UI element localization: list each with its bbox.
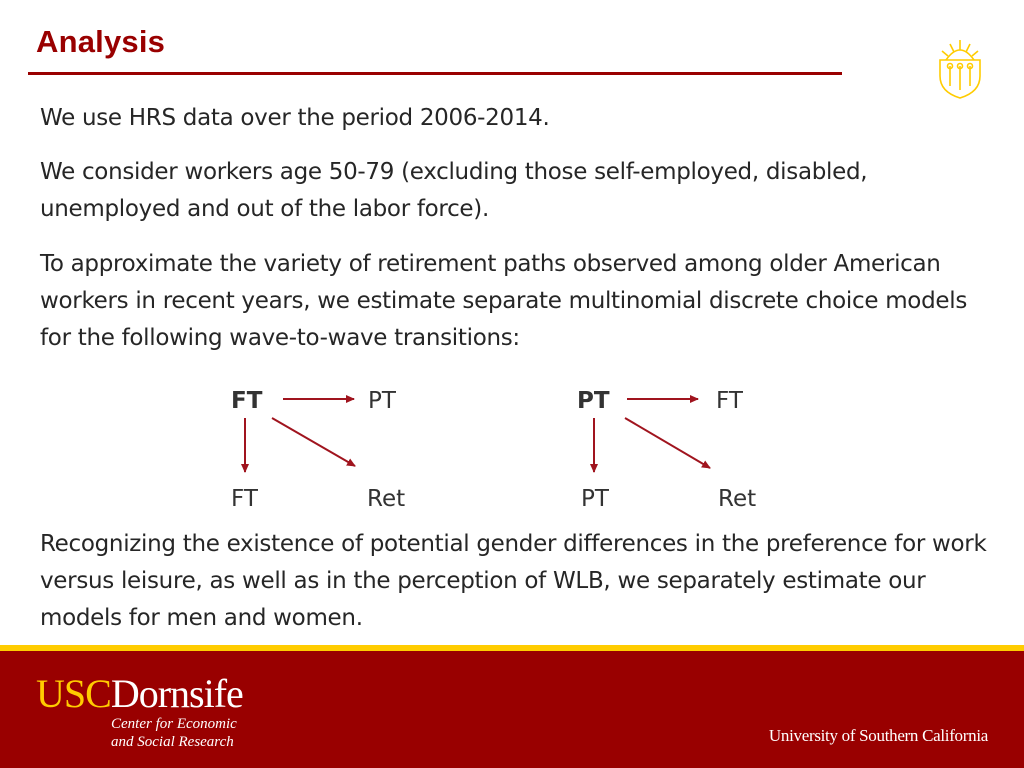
title-underline	[28, 72, 842, 75]
diagram2-diagonal-label: Ret	[718, 486, 757, 512]
diagram2-origin-label: PT	[577, 388, 610, 414]
slide-title: Analysis	[36, 24, 166, 59]
university-name: University of Southern California	[768, 726, 988, 745]
diagram1-diagonal-arrow	[272, 418, 355, 466]
diagram1-down-label: FT	[231, 486, 258, 512]
diagram2-down-label: PT	[581, 486, 609, 512]
diagram2-diagonal-arrow	[625, 418, 710, 468]
diagram2-right-label: FT	[716, 388, 743, 414]
paragraph-gender: Recognizing the existence of potential gender differences in the preference for work versus leisure, as well as in the perception of WLB, we separately estimate our models for men and women.	[40, 531, 987, 631]
diagram1-origin-label: FT	[231, 388, 263, 414]
paragraph-models: To approximate the variety of retirement paths observed among older American workers in recent years, we estimate separate multinomial discrete choice models for the following wave-to-wave transitions:	[40, 251, 967, 351]
paragraph-sample: We consider workers age 50-79 (excluding those self-employed, disabled, unemployed and out of the labor force).	[40, 159, 868, 222]
center-name-line2: and Social Research	[111, 734, 234, 750]
diagram1-diagonal-label: Ret	[367, 486, 406, 512]
paragraph-data-period: We use HRS data over the period 2006-2014.	[40, 105, 550, 131]
logo-usc-text: USC	[36, 671, 111, 716]
usc-seal-icon	[932, 36, 988, 100]
center-name-line1: Center for Economic	[111, 716, 237, 732]
usc-dornsife-logo	[36, 672, 243, 716]
logo-dornsife-text: Dornsife	[110, 671, 243, 716]
diagram1-right-label: PT	[368, 388, 396, 414]
